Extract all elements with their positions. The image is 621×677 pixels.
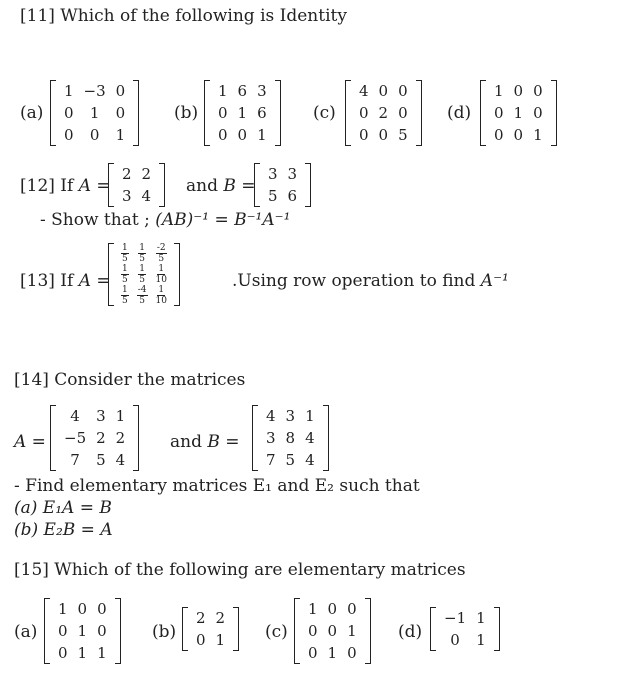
matrix-cell: 1 <box>305 407 315 425</box>
q14-find: - Find elementary matrices E₁ and E₂ such that <box>14 476 420 496</box>
matrix-cell: 7 <box>70 451 80 469</box>
matrix-cell: 6 <box>237 82 248 100</box>
matrix-cell: 0 <box>308 644 318 662</box>
matrix-cell: 5 <box>268 187 278 205</box>
q15-option-c-matrix <box>294 598 371 664</box>
matrix-cell: 1 <box>327 644 338 662</box>
matrix-cell: 3 <box>268 165 278 183</box>
matrix-cell: 0 <box>378 126 389 144</box>
matrix-cell: 5 <box>96 451 106 469</box>
matrix-cell: −5 <box>64 429 87 447</box>
q15-option-c-label: (c) <box>265 622 288 642</box>
matrix-cell: 7 <box>266 451 276 469</box>
q14-matrix-b <box>252 405 329 471</box>
matrix-cell: 6 <box>287 187 298 205</box>
matrix-cell: 0 <box>58 644 68 662</box>
matrix-cell: 3 <box>257 82 267 100</box>
matrix-cell: 0 <box>97 600 107 618</box>
matrix-cell: 0 <box>494 104 504 122</box>
q13-prefix: [13] If A = <box>20 271 111 291</box>
q11-option-b-matrix <box>204 80 281 146</box>
matrix-cell: 2 <box>196 609 206 627</box>
matrix-cell: 0 <box>115 82 126 100</box>
matrix-cell: 5 <box>285 451 296 469</box>
q14-title: [14] Consider the matrices <box>14 370 246 390</box>
matrix-cell: 0 <box>513 82 524 100</box>
matrix-cell: 6 <box>257 104 267 122</box>
q14-and: and B = <box>170 432 240 452</box>
q11-option-b-label: (b) <box>174 103 199 123</box>
matrix-cell: 3 <box>96 407 106 425</box>
matrix-cell: $\frac{1}{5}$ <box>122 264 128 285</box>
matrix-cell: 2 <box>378 104 389 122</box>
matrix-cell: 0 <box>64 126 74 144</box>
matrix-cell: −1 <box>444 609 467 627</box>
q11-option-c-matrix <box>345 80 422 146</box>
matrix-cell: 1 <box>77 622 88 640</box>
matrix-cell: 0 <box>327 622 338 640</box>
matrix-cell: $\frac{1}{5}$ <box>139 264 145 285</box>
matrix-cell: 4 <box>305 451 315 469</box>
matrix-cell: 3 <box>266 429 276 447</box>
matrix-cell: 1 <box>89 104 100 122</box>
matrix-cell: 0 <box>308 622 318 640</box>
q13-instruction: .Using row operation to find A⁻¹ <box>232 271 509 291</box>
matrix-cell: $\frac{1}{10}$ <box>155 285 167 306</box>
matrix-cell: 1 <box>64 82 74 100</box>
matrix-cell: 0 <box>533 104 543 122</box>
matrix-cell: 0 <box>347 600 357 618</box>
q11-option-d-label: (d) <box>447 103 472 123</box>
matrix-cell: 0 <box>97 622 107 640</box>
matrix-cell: 0 <box>347 644 357 662</box>
matrix-cell: 0 <box>58 622 68 640</box>
q14-a-eq: A = <box>14 432 46 452</box>
matrix-cell: $\frac{-4}{5}$ <box>137 285 147 306</box>
matrix-cell: 1 <box>218 82 228 100</box>
q15-option-b-matrix <box>182 607 239 651</box>
q12-prefix: [12] If A = <box>20 176 111 196</box>
q14-matrix-a <box>50 405 139 471</box>
matrix-cell: 2 <box>141 165 152 183</box>
matrix-cell: 4 <box>266 407 276 425</box>
matrix-cell: 5 <box>398 126 408 144</box>
matrix-cell: 0 <box>450 631 460 649</box>
q15-option-a-matrix <box>44 598 121 664</box>
matrix-cell: 0 <box>327 600 338 618</box>
matrix-cell: 3 <box>285 407 296 425</box>
q12-matrix-a <box>108 163 165 207</box>
matrix-cell: 0 <box>237 126 248 144</box>
matrix-cell: 0 <box>218 126 228 144</box>
q15-title: [15] Which of the following are elementary matrices <box>14 560 466 580</box>
matrix-cell: 0 <box>115 104 126 122</box>
matrix-cell: 1 <box>308 600 318 618</box>
q15-option-b-label: (b) <box>152 622 177 642</box>
matrix-cell: 0 <box>359 104 369 122</box>
matrix-cell: 0 <box>64 104 74 122</box>
matrix-cell: 1 <box>476 631 486 649</box>
q15-option-d-label: (d) <box>398 622 423 642</box>
q11-option-a-matrix <box>50 80 139 146</box>
matrix-cell: 0 <box>196 631 206 649</box>
matrix-cell: 0 <box>533 82 543 100</box>
matrix-cell: $\frac{-2}{5}$ <box>156 243 166 264</box>
matrix-cell: 0 <box>513 126 524 144</box>
q15-option-a-label: (a) <box>14 622 38 642</box>
matrix-cell: 1 <box>347 622 357 640</box>
matrix-cell: $\frac{1}{5}$ <box>122 285 128 306</box>
matrix-cell: 1 <box>77 644 88 662</box>
matrix-cell: 3 <box>122 187 132 205</box>
matrix-cell: $\frac{1}{5}$ <box>139 243 145 264</box>
matrix-cell: 0 <box>218 104 228 122</box>
q14-part-b: (b) E₂B = A <box>14 520 113 540</box>
matrix-cell: 2 <box>96 429 106 447</box>
matrix-cell: 1 <box>476 609 486 627</box>
q15-option-d-matrix <box>430 607 500 651</box>
matrix-cell: 0 <box>359 126 369 144</box>
matrix-cell: 2 <box>115 429 126 447</box>
matrix-cell: 0 <box>77 600 88 618</box>
matrix-cell: 0 <box>398 104 408 122</box>
matrix-cell: 0 <box>378 82 389 100</box>
matrix-cell: 1 <box>513 104 524 122</box>
q11-option-c-label: (c) <box>313 103 336 123</box>
matrix-cell: 4 <box>305 429 315 447</box>
q11-option-d-matrix <box>480 80 557 146</box>
matrix-cell: 1 <box>115 126 126 144</box>
matrix-cell: 4 <box>359 82 369 100</box>
matrix-cell: 1 <box>215 631 226 649</box>
q12-show-that: - Show that ; (AB)⁻¹ = B⁻¹A⁻¹ <box>40 210 291 230</box>
matrix-cell: 2 <box>215 609 226 627</box>
matrix-cell: 1 <box>494 82 504 100</box>
matrix-cell: 4 <box>141 187 152 205</box>
q14-part-a: (a) E₁A = B <box>14 498 112 518</box>
q11-title: [11] Which of the following is Identity <box>20 6 347 26</box>
matrix-cell: $\frac{1}{5}$ <box>122 243 128 264</box>
matrix-cell: 1 <box>533 126 543 144</box>
q12-and: and B = <box>186 176 256 196</box>
q13-matrix-a <box>108 243 180 306</box>
matrix-cell: 8 <box>285 429 296 447</box>
matrix-cell: 2 <box>122 165 132 183</box>
q12-matrix-b <box>254 163 311 207</box>
matrix-cell: 4 <box>115 451 126 469</box>
matrix-cell: 1 <box>115 407 126 425</box>
matrix-cell: 0 <box>398 82 408 100</box>
matrix-cell: 1 <box>257 126 267 144</box>
matrix-cell: −3 <box>83 82 106 100</box>
matrix-cell: $\frac{1}{10}$ <box>155 264 167 285</box>
q11-option-a-label: (a) <box>20 103 44 123</box>
matrix-cell: 1 <box>237 104 248 122</box>
matrix-cell: 1 <box>97 644 107 662</box>
matrix-cell: 0 <box>89 126 100 144</box>
matrix-cell: 0 <box>494 126 504 144</box>
matrix-cell: 3 <box>287 165 298 183</box>
matrix-cell: 1 <box>58 600 68 618</box>
matrix-cell: 4 <box>70 407 80 425</box>
